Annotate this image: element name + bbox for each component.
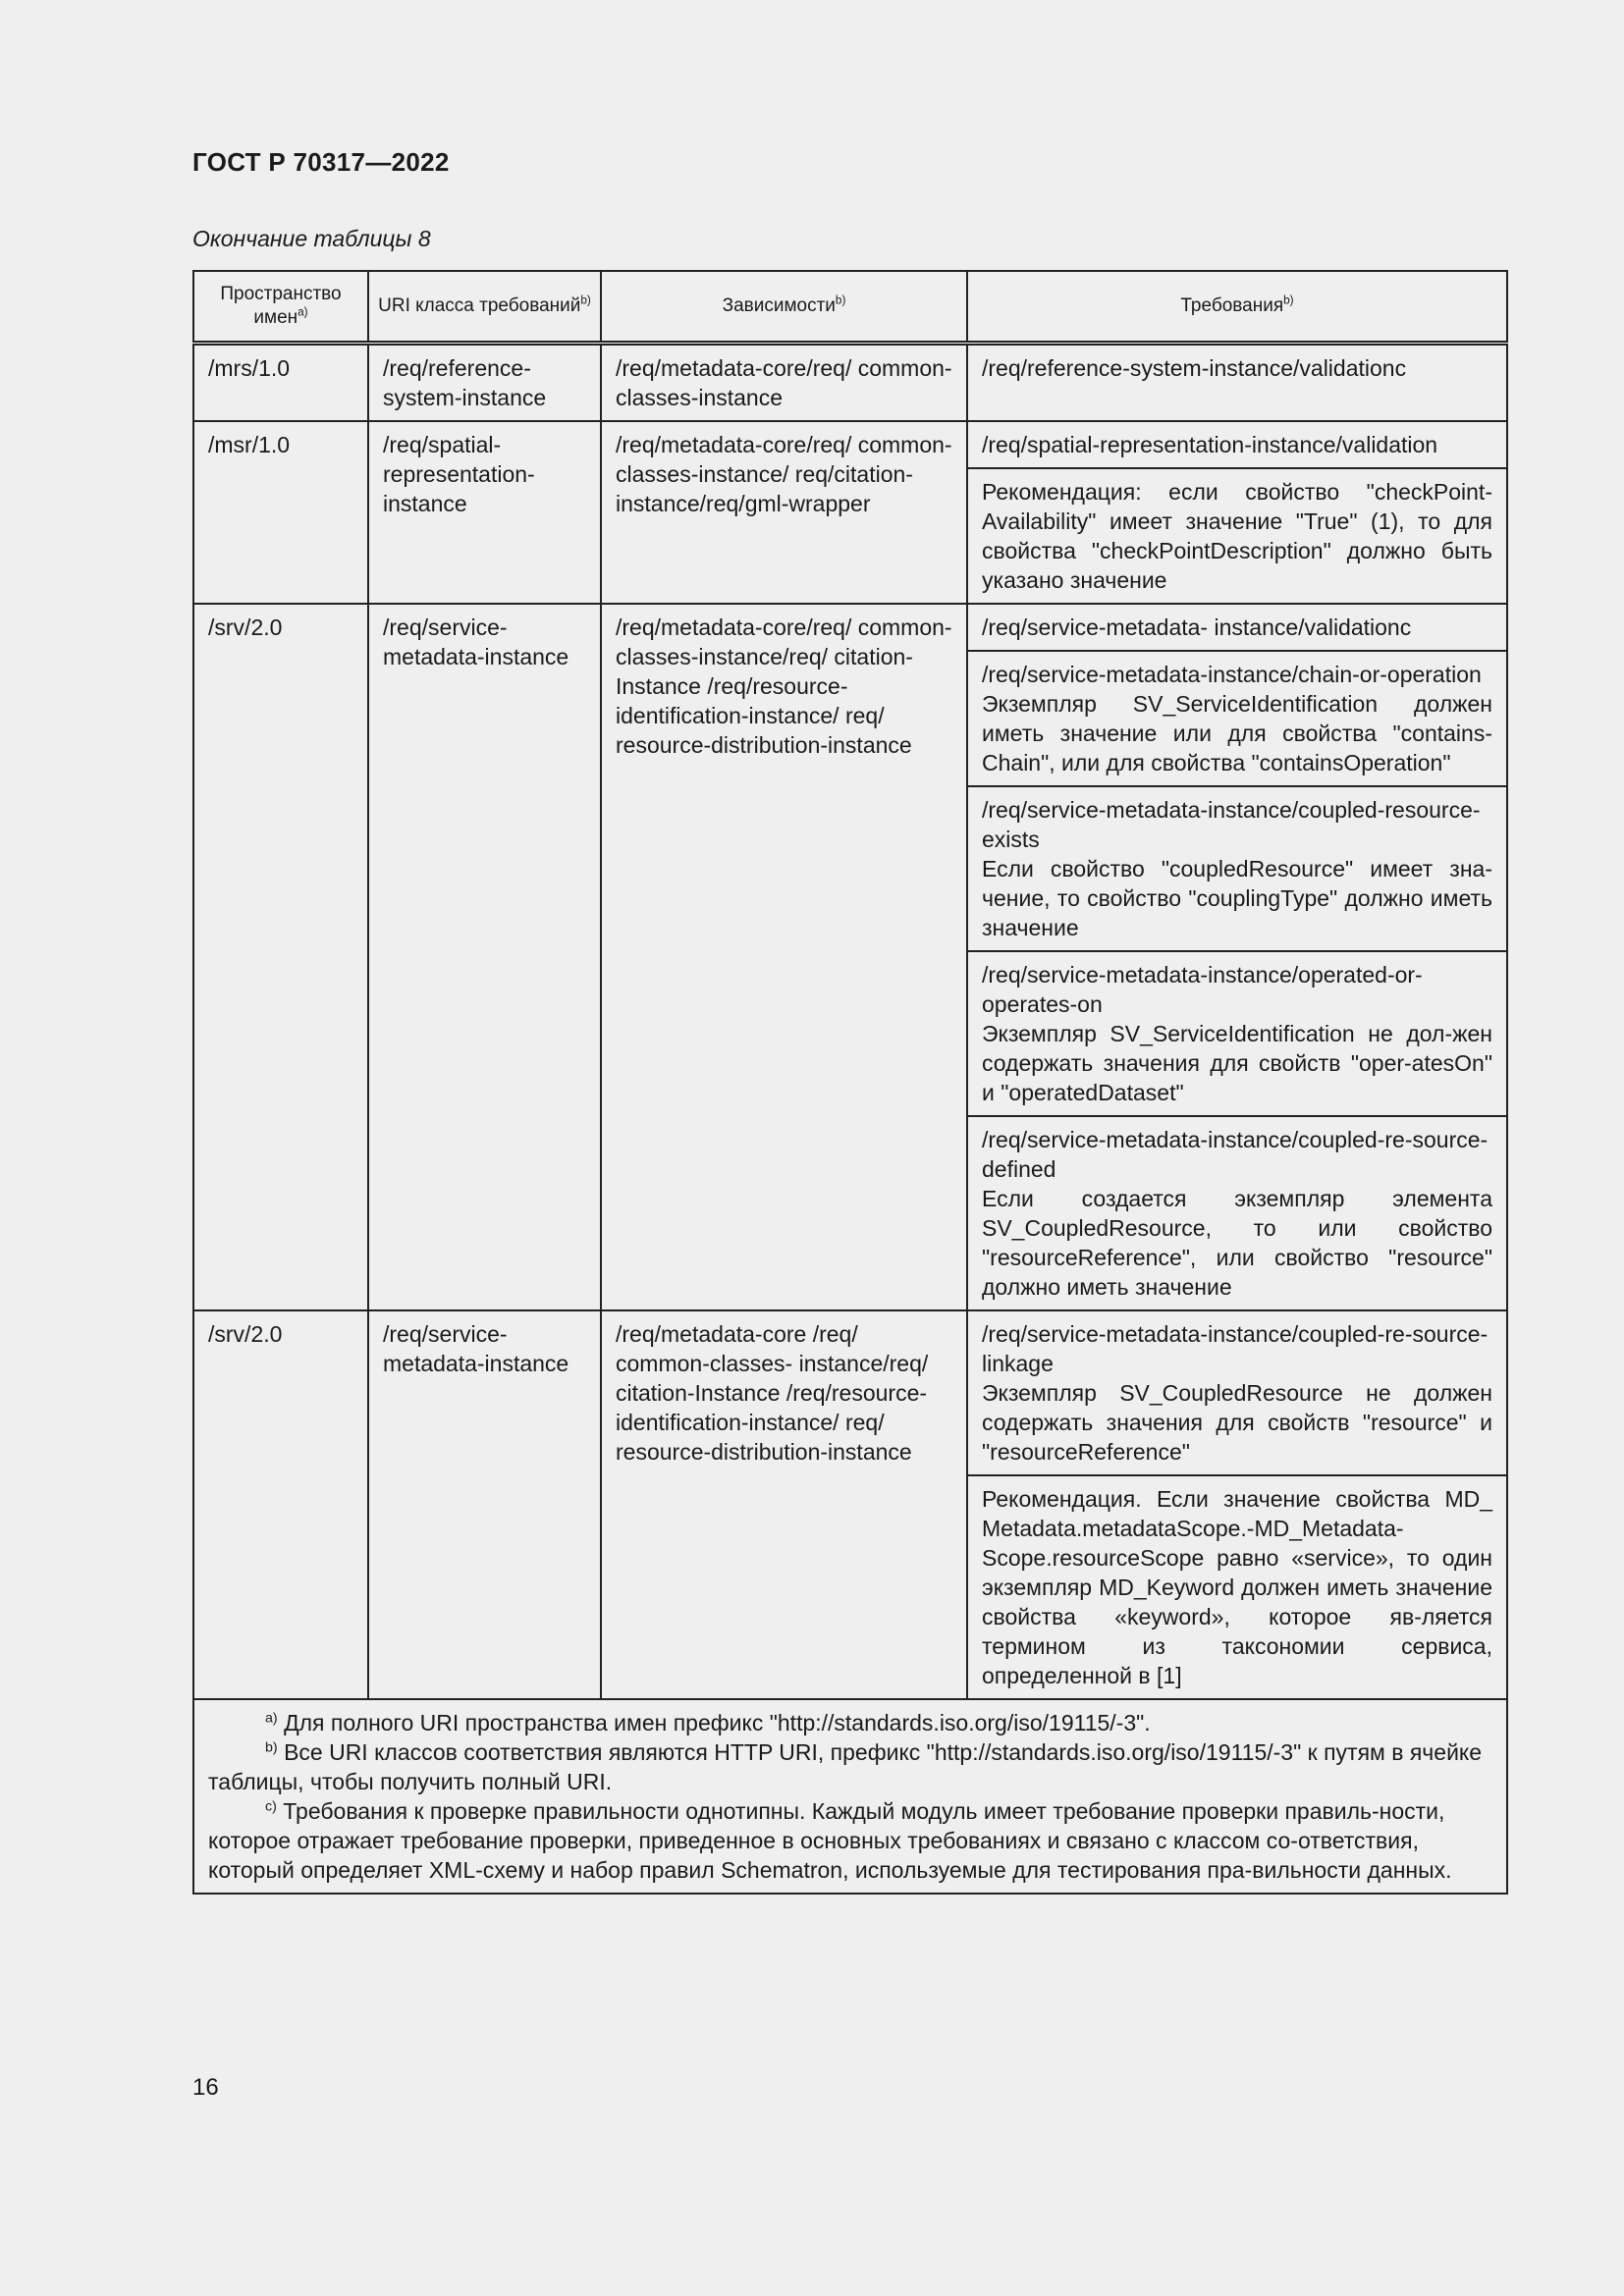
requirement-text: Экземпляр SV_ServiceIdentification не дол-жен содержать значения для свойств "oper-atesOn" и "operatedDataset" [982, 1021, 1492, 1105]
header-dependencies: Зависимости$^{b)}$ [601, 271, 967, 344]
requirement-cell [967, 951, 1507, 1116]
header-requirements: Требования$^{b)}$ [967, 271, 1507, 344]
uri-class-cell: /req/service-metadata-instance [368, 1310, 601, 1699]
footnote-a: $^{a)}$ Для полного URI пространства имен префикс "http://standards.iso.org/iso/19115/-3". [265, 1710, 1151, 1735]
requirement-text: Если свойство "coupledResource" имеет зна-чение, то свойство "couplingType" должно иметь значение [982, 856, 1492, 940]
table-row [193, 344, 1507, 422]
table-caption: Окончание таблицы 8 [192, 226, 431, 251]
requirement-cell [967, 421, 1507, 468]
requirement-id: /req/service-metadata- instance/validationc [982, 614, 1412, 640]
table-notes [193, 1699, 1507, 1894]
requirements-table [192, 270, 1508, 1895]
requirement-text: Рекомендация: если свойство "checkPoint-Availability" имеет значение "True" (1), то для свойства "checkPointDescription" должно быть указано значение [982, 479, 1492, 593]
header-uri-class: URI класса требований$^{b)}$ [368, 271, 601, 344]
requirement-text: Рекомендация. Если значение свойства MD_ Metadata.metadataScope.-MD_Metadata-Scope.resourceScope равно «service», то один экземпляр MD_Keyword должен иметь значение свойства «keyword», которое яв-ляется термином из таксономии сервиса, определенной в [1] [982, 1486, 1492, 1688]
requirement-cell [967, 604, 1507, 651]
requirement-text: Экземпляр SV_CoupledResource не должен содержать значения для свойств "resource" и "resourceReference" [982, 1380, 1492, 1465]
header-namespace: Пространство имен$^{a)}$ [193, 271, 368, 344]
requirement-cell [967, 468, 1507, 604]
requirement-id: /req/reference-system-instance/validationc [982, 355, 1407, 381]
table-notes-row [193, 1699, 1507, 1894]
requirement-cell [967, 1475, 1507, 1699]
table-header-row [193, 271, 1507, 344]
namespace-cell: /msr/1.0 [193, 421, 368, 604]
requirement-id: /req/service-metadata-instance/coupled-resource-exists [982, 797, 1481, 852]
requirement-cell [967, 651, 1507, 786]
table-row [193, 604, 1507, 651]
requirement-text: Экземпляр SV_ServiceIdentification должен иметь значение или для свойства "contains-Chain", или для свойства "containsOperation" [982, 691, 1492, 775]
table-row [193, 421, 1507, 468]
dependencies-cell: /req/metadata-core/req/ common-classes-instance/ req/citation- instance/req/gml-wrapper [601, 421, 967, 604]
requirement-cell [967, 1116, 1507, 1310]
dependencies-cell: /req/metadata-core/req/ common-classes-instance [601, 344, 967, 422]
requirement-id: /req/service-metadata-instance/chain-or-operation [982, 662, 1482, 687]
table-row [193, 1310, 1507, 1475]
namespace-cell: /srv/2.0 [193, 1310, 368, 1699]
requirement-cell [967, 344, 1507, 422]
document-id: ГОСТ Р 70317—2022 [192, 147, 450, 177]
requirement-id: /req/service-metadata-instance/coupled-re-source-linkage [982, 1321, 1489, 1376]
requirement-id: /req/service-metadata-instance/operated-or-operates-on [982, 962, 1423, 1017]
namespace-cell: /srv/2.0 [193, 604, 368, 1310]
page-number: 16 [192, 2074, 219, 2101]
requirement-cell [967, 1310, 1507, 1475]
footnote-b: $^{b)}$ Все URI классов соответствия являются HTTP URI, префикс "http://standards.iso.org/iso/19115/-3" к путям в ячейке таблицы, чтобы получить полный URI. [208, 1739, 1483, 1794]
dependencies-cell: /req/metadata-core/req/ common-classes-instance/req/ citation-Instance /req/resource-identification-instance/ req/ resource-distribution-instance [601, 604, 967, 1310]
requirement-text: Если создается экземпляр элемента SV_CoupledResource, то или свойство "resourceReference", или свойство "resource" должно иметь значение [982, 1186, 1492, 1300]
requirement-id: /req/service-metadata-instance/coupled-re-source-defined [982, 1127, 1489, 1182]
uri-class-cell: /req/spatial-representation-instance [368, 421, 601, 604]
requirement-cell [967, 786, 1507, 951]
requirement-id: /req/spatial-representation-instance/validation [982, 432, 1438, 457]
namespace-cell: /mrs/1.0 [193, 344, 368, 422]
footnote-c: $^{c)}$ Требования к проверке правильности однотипны. Каждый модуль имеет требование проверки правиль-ности, которое отражает требование проверки, приведенное в основных требованиях и связано с классом со-ответствия, который определяет XML-схему и набор правил Schematron, используемые для тестирования пра-вильности данных. [208, 1798, 1452, 1883]
uri-class-cell: /req/service-metadata-instance [368, 604, 601, 1310]
uri-class-cell: /req/reference-system-instance [368, 344, 601, 422]
dependencies-cell: /req/metadata-core /req/ common-classes- instance/req/ citation-Instance /req/resource-identification-instance/ req/ resource-distribution-instance [601, 1310, 967, 1699]
